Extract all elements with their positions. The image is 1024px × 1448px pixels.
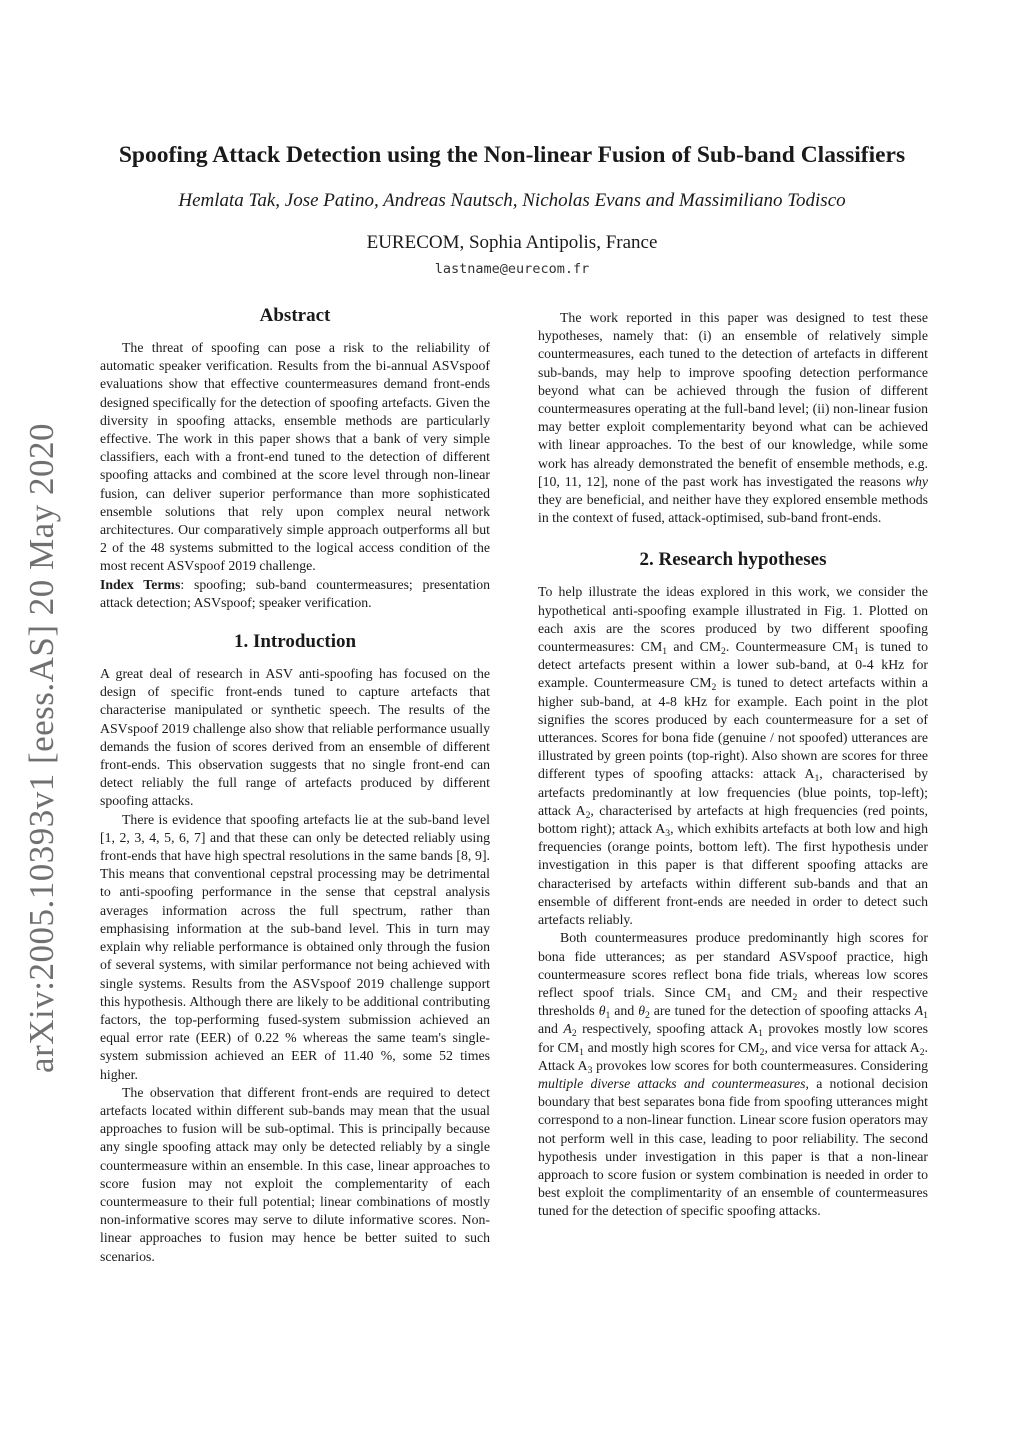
abstract-text: The threat of spoofing can pose a risk to the reliability of automatic speaker verification. Results from the bi-annual ASVspoof evaluations show that effective countermeasures demand front-ends designed specifically for the detection of spoofing artefacts. Given the diversity in spoofing attacks, ensemble methods are particularly effective. The work in this paper shows that a bank of very simple classifiers, each with a front-end tuned to the detection of different spoofing attacks and combined at the score level through non-linear fusion, can deliver superior performance than more sophisticated ensemble solutions that rely upon complex neural network architectures. Our comparatively simple approach outperforms all but 2 of the 48 systems submitted to the logical access condition of the most recent ASVspoof 2019 challenge.: [100, 340, 490, 574]
index-terms: [100, 576, 490, 612]
index-terms-label: Index Terms: [100, 576, 181, 592]
hypotheses-intro-paragraph: The work reported in this paper was designed to test these hypotheses, namely that: (i) an ensemble of relatively simple countermeasures, each tuned to the detection of artefacts in different sub-bands, may help to improve spoofing detection performance beyond what can be achieved through the fusion of different countermeasures operating at the full-band level; (ii) non-linear fusion may better exploit complementarity beyond what can be achieved with linear approaches. To the best of our knowledge, while some work has already demonstrated the benefit of ensemble methods, e.g. [10, 11, 12], none of the past work has investigated the reasons why they are beneficial, and neither have they explored ensemble methods in the context of fused, attack-optimised, sub-band front-ends.: [538, 310, 928, 526]
intro-paragraph-3: The observation that different front-ends are required to detect artefacts located within different sub-bands may mean that the usual approaches to fusion will be sub-optimal. This is principally because any single spoofing attack may only be detected reliably by a single countermeasure within an ensemble. In this case, linear approaches to score fusion may not exploit the complementarity of each countermeasure to their full potential; linear combinations of mostly non-informative scores may serve to dilute informative scores. Non-linear approaches to fusion may hence be better suited to such scenarios.: [100, 1084, 490, 1264]
intro-paragraph-1: A great deal of research in ASV anti-spoofing has focused on the design of specific front-ends tuned to capture artefacts that characterise manipulated or synthetic speech. The results of the ASVspoof 2019 challenge also show that reliable performance usually demands the fusion of scores derived from an ensemble of different front-ends. This observation suggests that no single front-end can detect reliably the full range of artefacts produced by different spoofing attacks.: [100, 666, 490, 809]
emphasis-why: why: [905, 473, 928, 489]
abstract-heading: Abstract: [259, 305, 331, 326]
right-column: [538, 309, 928, 1221]
author-list: Hemlata Tak, Jose Patino, Andreas Nautsch, Nicholas Evans and Massimiliano Todisco: [178, 190, 846, 211]
paper-title: Spoofing Attack Detection using the Non-linear Fusion of Sub-band Classifiers: [118, 142, 906, 168]
index-terms-text: : spoofing; sub-band countermeasures; presentation attack detection; ASVspoof; speaker verification.: [100, 576, 490, 610]
research-hypotheses-heading: 2. Research hypotheses: [639, 549, 827, 571]
hypotheses-paragraph-1: To help illustrate the ideas explored in this work, we consider the hypothetical anti-spoofing example illustrated in Fig. 1. Plotted on each axis are the scores produced by two different spoofing countermeasures: $CM_1$ and $CM_2$. Countermeasure $CM_1$ is tuned to detect artefacts present within a lower sub-band, at 0-4 kHz for example. Countermeasure $CM_2$ is tuned to detect artefacts within a higher sub-band, at 4-8 kHz for example. Each point in the plot signifies the scores produced by each countermeasure for a set of utterances. Scores for bona fide (genuine / not spoofed) utterances are illustrated by green points (top-right). Also shown are scores for three different types of spoofing attacks: attack $A_1$, characterised by artefacts predominantly at low frequencies (blue points, top-left); attack $A_2$, characterised by artefacts at high frequencies (red points, bottom right); attack $A_3$, which exhibits artefacts at both low and high frequencies (orange points, bottom left). The first hypothesis under investigation in this paper is that different spoofing attacks are characterised by artefacts within different sub-bands and that an ensemble of different front-ends are needed in order to detect such artefacts reliably.: [538, 584, 928, 928]
intro-heading: 1. Introduction: [233, 631, 357, 653]
hypotheses-paragraph-2: Both countermeasures produce predominantly high scores for bona fide utterances; as per standard ASVspoof practice, high countermeasure scores reflect bona fide trials, whereas low scores reflect spoof trials. Since $CM_1$ and $CM_2$ and their respective thresholds $\theta_1$ and $\theta_2$ are tuned for the detection of spoofing attacks $A_1$ and $A_2$ respectively, spoofing attack $A_1$ provokes mostly low scores for $CM_1$ and mostly high scores for $CM_2$, and vice versa for attack $A_2$. Attack $A_3$ provokes low scores for both countermeasures. Considering multiple diverse attacks and countermeasures, a notional decision boundary that best separates bona fide from spoofing utterances might correspond to a non-linear function. Linear score fusion operators may not perform well in this case, leading to poor reliability. The second hypothesis under investigation in this paper is that a non-linear approach to score fusion or system combination is needed in order to best exploit the complimentarity of an ensemble of countermeasures tuned for the detection of specific spoofing attacks.: [538, 930, 929, 1219]
emphasis-multiple-diverse: multiple diverse attacks and countermeasures: [538, 1075, 806, 1091]
contact-email: lastname@eurecom.fr: [434, 261, 590, 277]
left-column: [100, 303, 490, 1266]
arxiv-stamp: arXiv:2005.10393v1 [eess.AS] 20 May 2020: [22, 423, 61, 1073]
intro-paragraph-2: There is evidence that spoofing artefacts lie at the sub-band level [1, 2, 3, 4, 5, 6, 7] and that these can only be detected reliably using front-ends that have high spectral resolutions in the same bands [8, 9]. This means that conventional cepstral processing may be detrimental to anti-spoofing performance in the sense that cepstral analysis averages information across the full spectrum, rather than emphasising information at the sub-band level. This in turn may explain why reliable performance is obtained only through the fusion of several systems, with similar performance not being achieved with single systems. Results from the ASVspoof 2019 challenge support this hypothesis. Although there are likely to be additional contributing factors, the top-performing fused-system submission achieved an equal error rate (EER) of 0.22 % whereas the same team's single-system submission achieved an EER of 11.40 %, some 52 times higher.: [100, 811, 490, 1082]
affiliation: EURECOM, Sophia Antipolis, France: [366, 232, 658, 253]
